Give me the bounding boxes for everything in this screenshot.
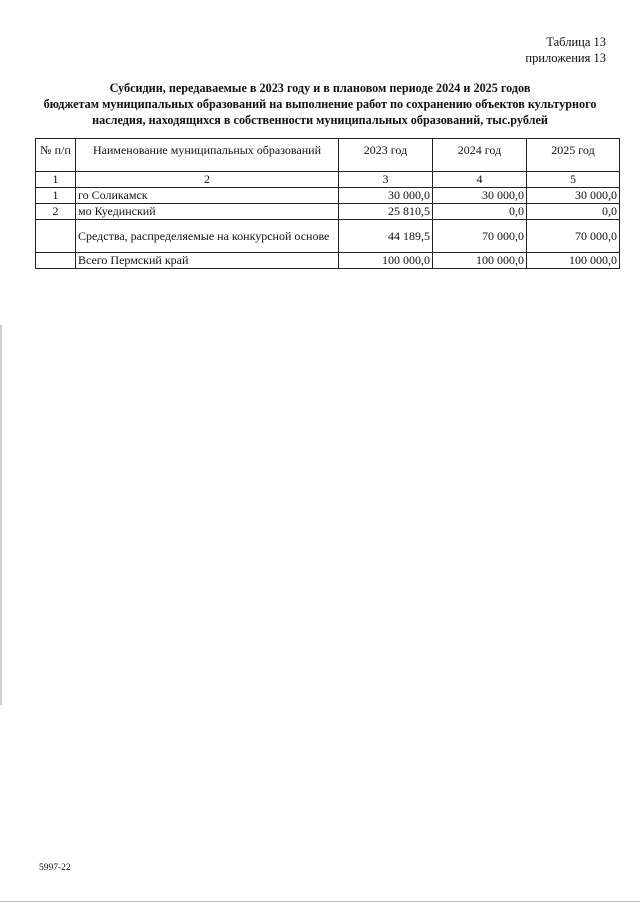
row-municipality: Средства, распределяемые на конкурсной основе: [76, 220, 339, 253]
table-row: [36, 220, 620, 253]
appendix-label: приложения 13: [525, 51, 606, 65]
subsidies-table: [35, 138, 620, 269]
scan-edge-bottom: [0, 901, 640, 902]
scan-edge-left: [0, 325, 2, 705]
column-index: 1: [36, 172, 76, 188]
total-label: Всего Пермский край: [76, 253, 339, 269]
total-number: [36, 253, 76, 269]
row-value-2024: 0,0: [433, 204, 527, 220]
table-row: [36, 188, 620, 204]
column-index: 4: [433, 172, 527, 188]
row-value-2025: 30 000,0: [527, 188, 620, 204]
table-number-label: Таблица 13: [546, 35, 606, 49]
row-municipality: мо Куединский: [76, 204, 339, 220]
column-index: 2: [76, 172, 339, 188]
row-value-2025: 0,0: [527, 204, 620, 220]
document-code: 5997-22: [39, 863, 71, 873]
table-total-row: [36, 253, 620, 269]
row-value-2023: 44 189,5: [339, 220, 433, 253]
column-index: 3: [339, 172, 433, 188]
table-reference: [525, 34, 606, 66]
title-line-1: Субсидии, передаваемые в 2023 году и в плановом периоде 2024 и 2025 годов: [109, 81, 531, 95]
row-number: 2: [36, 204, 76, 220]
title-line-3: наследия, находящихся в собственности муниципальных образований, тыс.рублей: [92, 113, 548, 127]
table-header-row: [36, 139, 620, 172]
row-number: [36, 220, 76, 253]
row-value-2023: 30 000,0: [339, 188, 433, 204]
total-value-2025: 100 000,0: [527, 253, 620, 269]
table-row: [36, 204, 620, 220]
header-2024: 2024 год: [433, 139, 527, 172]
row-number: 1: [36, 188, 76, 204]
row-value-2025: 70 000,0: [527, 220, 620, 253]
row-value-2024: 70 000,0: [433, 220, 527, 253]
document-title: [20, 80, 620, 128]
row-municipality: го Соликамск: [76, 188, 339, 204]
header-2025: 2025 год: [527, 139, 620, 172]
title-line-2: бюджетам муниципальных образований на выполнение работ по сохранению объектов культурного: [43, 97, 597, 111]
row-value-2023: 25 810,5: [339, 204, 433, 220]
total-value-2023: 100 000,0: [339, 253, 433, 269]
total-value-2024: 100 000,0: [433, 253, 527, 269]
column-index: 5: [527, 172, 620, 188]
column-index-row: [36, 172, 620, 188]
row-value-2024: 30 000,0: [433, 188, 527, 204]
header-2023: 2023 год: [339, 139, 433, 172]
header-number: № п/п: [36, 139, 76, 172]
header-municipality: Наименование муниципальных образований: [76, 139, 339, 172]
